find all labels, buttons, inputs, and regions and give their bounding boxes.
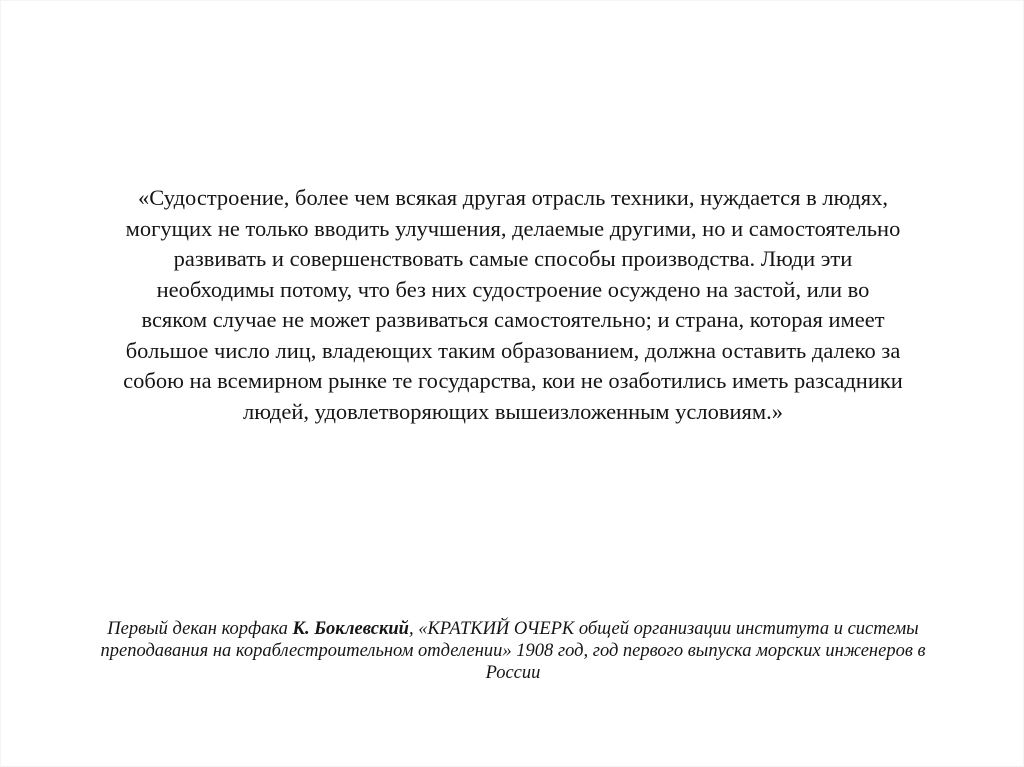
quote-line: необходимы потому, что без них судостроение осуждено на застой, или во: [156, 276, 870, 302]
citation-source: , «КРАТКИЙ ОЧЕРК общей организации института и системы: [408, 619, 919, 639]
quote-line: собою на всемирном рынке те государства, кои не озаботились иметь разсадники: [123, 368, 903, 393]
citation-block: [41, 618, 985, 684]
quote-block: [41, 183, 985, 427]
quote-line: могущих не только вводить улучшения, делаемые другими, но и самостоятельно: [125, 215, 901, 241]
citation-author: К. Боклевский: [292, 619, 409, 639]
quote-line: «Судостроение, более чем всякая другая отрасль техники, нуждается в людях,: [138, 185, 888, 210]
quote-line: людей, удовлетворяющих вышеизложенным условиям.»: [243, 398, 783, 424]
citation-line-2: преподавания на кораблестроительном отделении» 1908 год, год первого выпуска морских инженеров в: [100, 641, 926, 661]
citation-prefix: Первый декан корфака: [107, 619, 293, 639]
quote-line: всяком случае не может развиваться самостоятельно; и страна, которая имеет: [141, 307, 885, 332]
citation-line-3: России: [485, 663, 541, 683]
quote-line: развивать и совершенствовать самые способы производства. Люди эти: [173, 246, 853, 271]
quote-line: большое число лиц, владеющих таким образованием, должна оставить далеко за: [125, 337, 901, 363]
citation-line-1: [41, 618, 985, 640]
